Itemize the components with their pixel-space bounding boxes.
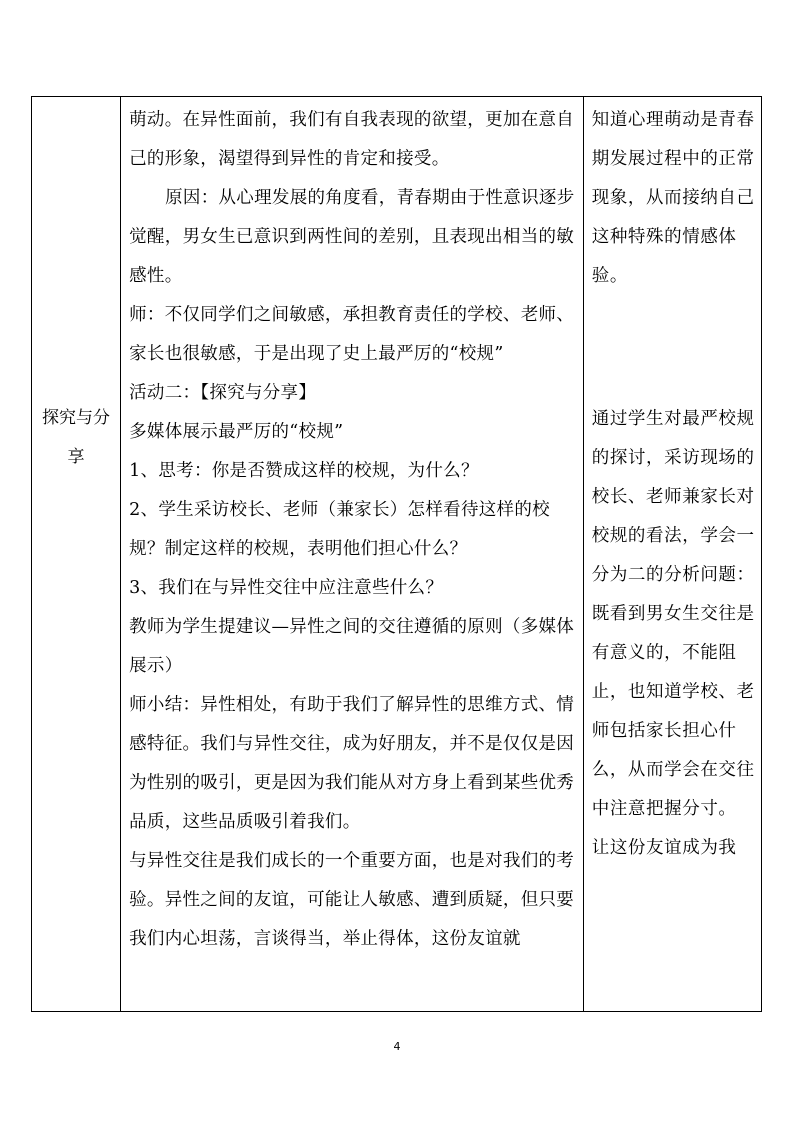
content-cell <box>121 97 584 1012</box>
content-paragraph-11: 与异性交往是我们成长的一个重要方面，也是对我们的考验。异性之间的友谊，可能让人敏感、遭到质疑，但只要我们内心坦荡，言谈得当，举止得体，这份友谊就 <box>129 851 575 949</box>
page-number: 4 <box>393 1040 401 1053</box>
intent-block-3: 让这份友谊成为我 <box>591 838 737 858</box>
content-paragraph-3: 师：不仅同学们之间敏感，承担教育责任的学校、老师、家长也很敏感，于是出现了史上最严厉的“校规” <box>129 305 575 364</box>
content-paragraph-2: 原因：从心理发展的角度看，青春期由于性意识逐步觉醒，男女生已意识到两性间的差别，且表现出相当的敏感性。 <box>129 188 575 286</box>
section-cell <box>32 97 121 1012</box>
intent-block-2: 通过学生对最严校规的探讨，采访现场的校长、老师兼家长对校规的看法，学会一分为二的分析问题：既看到男女生交往是有意义的，不能阻止，也知道学校、老师包括家长担心什么，从而学会在交往中注意把握分寸。 <box>591 409 755 819</box>
design-intent-cell <box>583 97 761 1012</box>
activity-heading: 活动二：【探究与分享】 <box>129 383 317 403</box>
question-3: 3、我们在与异性交往中应注意些什么？ <box>129 578 444 598</box>
section-label: 探究与分享 <box>42 408 111 467</box>
question-2: 2、学生采访校长、老师（兼家长）怎样看待这样的校规？制定这样的校规，表明他们担心什么？ <box>129 500 550 559</box>
question-1: 1、思考：你是否赞成这样的校规，为什么？ <box>129 461 479 481</box>
content-paragraph-5: 多媒体展示最严厉的“校规” <box>129 422 344 442</box>
teacher-summary: 师小结：异性相处，有助于我们了解异性的思维方式、情感特征。我们与异性交往，成为好朋友，并不是仅仅是因为性别的吸引，更是因为我们能从对方身上看到某些优秀品质，这些品质吸引着我们。 <box>129 695 575 832</box>
table-row <box>32 97 762 1012</box>
content-paragraph-1: 萌动。在异性面前，我们有自我表现的欲望，更加在意自己的形象，渴望得到异性的肯定和接受。 <box>129 110 575 169</box>
intent-block-1: 知道心理萌动是青春期发展过程中的正常现象，从而接纳自己这种特殊的情感体验。 <box>591 110 755 286</box>
content-paragraph-9: 教师为学生提建议—异性之间的交往遵循的原则（多媒体展示） <box>129 617 575 676</box>
lesson-plan-table <box>31 96 762 1012</box>
